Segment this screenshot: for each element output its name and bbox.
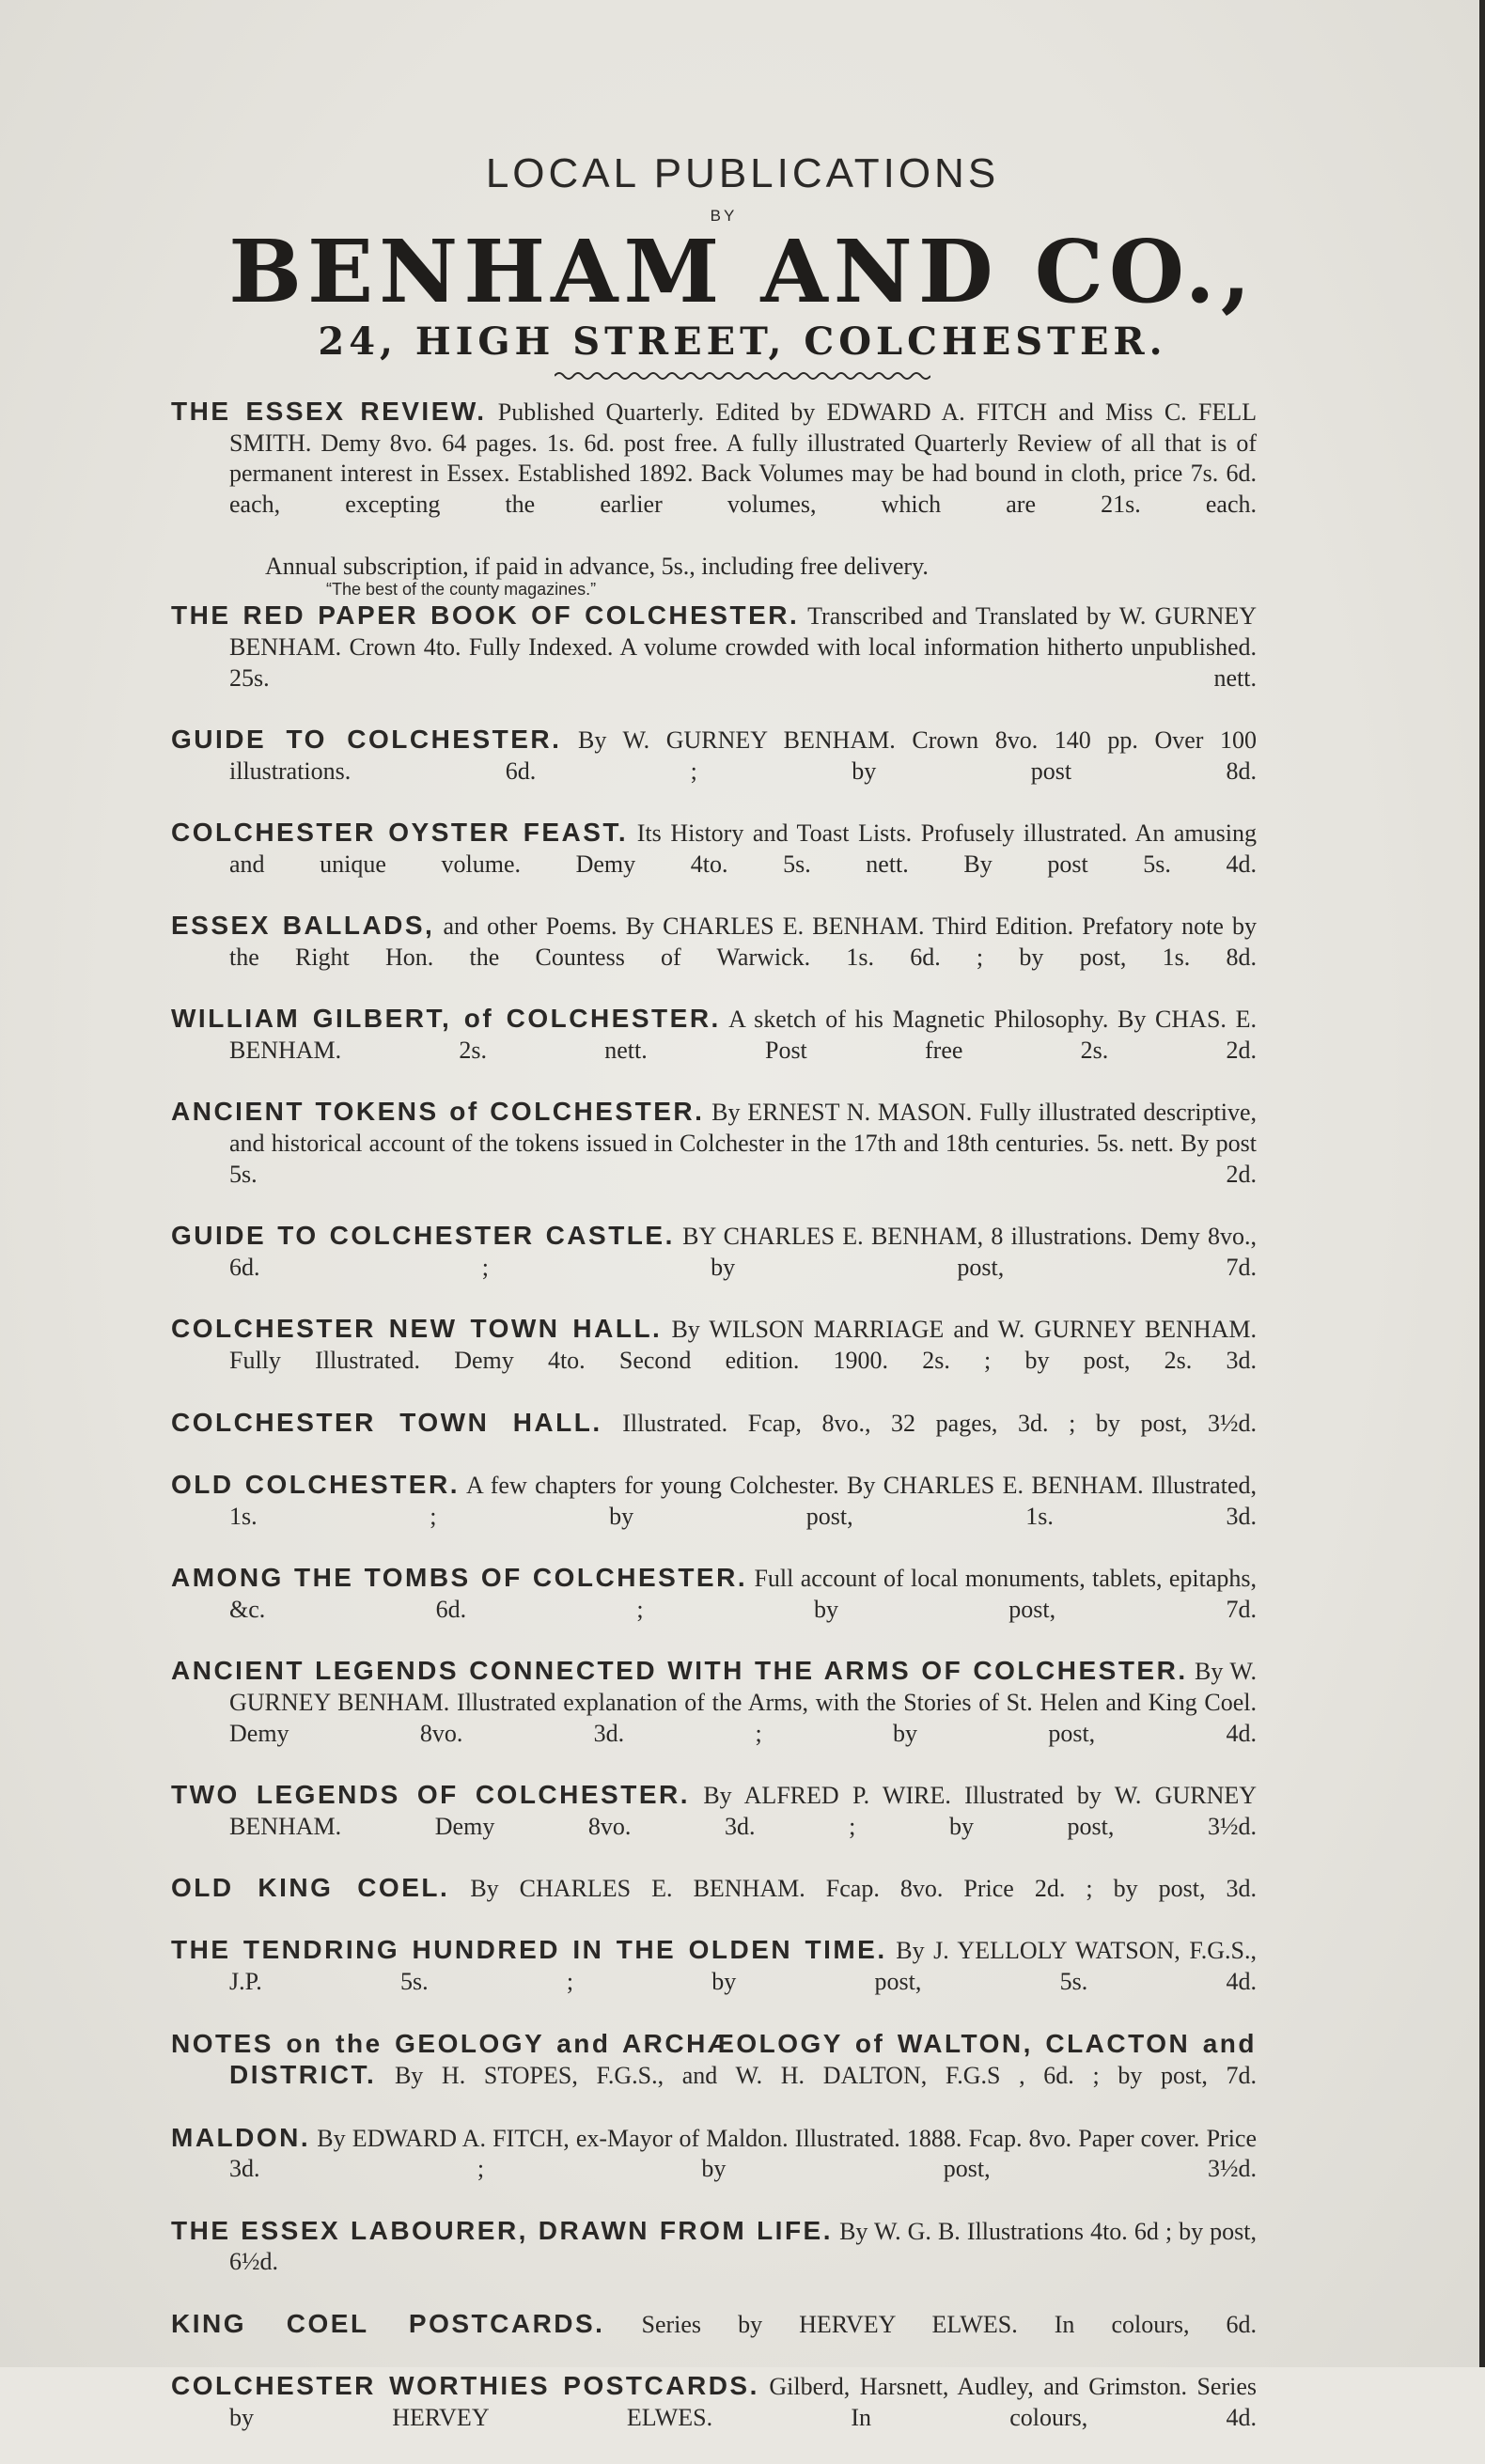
entry-title: COLCHESTER TOWN HALL. — [171, 1407, 602, 1437]
list-item — [171, 1408, 1257, 1470]
wavy-rule-ornament — [555, 368, 930, 383]
subscription-note: Annual subscription, if paid in advance, 5s., including free delivery. — [265, 552, 929, 580]
list-item — [171, 1563, 1257, 1656]
list-item — [171, 911, 1257, 1004]
list-item — [171, 1656, 1257, 1780]
list-item — [171, 1780, 1257, 1873]
entry-title: TWO LEGENDS OF COLCHESTER. — [171, 1779, 691, 1809]
entry-text: By W. G. B. Illustrations 4to. 6d ; by post, 6½d. — [229, 2217, 1257, 2276]
entry-title: GUIDE TO COLCHESTER. — [171, 725, 562, 755]
heading-local-publications: LOCAL PUBLICATIONS — [485, 150, 1000, 196]
entry-text: By CHARLES E. BENHAM. Fcap. 8vo. Price 2d. ; by post, 3d. — [470, 1875, 1257, 1903]
list-item — [171, 2216, 1257, 2309]
entry-text: By W. GURNEY BENHAM. Illustrated explanation of the Arms, with the Stories of St. Helen and King Coel. Demy 8vo. 3d. ; by post, 4d. — [229, 1658, 1258, 1747]
entry-text: A few chapters for young Colchester. By CHARLES E. BENHAM. Illustrated, 1s. ; by post, 1s. 3d. — [229, 1471, 1257, 1530]
list-item — [171, 1221, 1257, 1314]
entry-text: BY CHARLES E. BENHAM, 8 illustrations. Demy 8vo., 6d. ; by post, 7d. — [229, 1223, 1258, 1281]
list-item — [171, 2371, 1257, 2464]
entry-title: AMONG THE TOMBS OF COLCHESTER. — [171, 1563, 748, 1593]
list-item — [171, 1314, 1257, 1407]
list-item — [171, 2123, 1257, 2216]
entry-title: KING COEL POSTCARDS. — [171, 2308, 605, 2338]
publisher-address: 24, HIGH STREET, COLCHESTER. — [318, 320, 1167, 364]
entry-text: Its History and Toast Lists. Profusely illustrated. An amusing and unique volume. Demy 4to. 5s. nett. By post 5s. 4d. — [229, 819, 1257, 878]
entry-title: OLD KING COEL. — [171, 1873, 450, 1903]
entry-title: THE ESSEX REVIEW. — [171, 397, 487, 426]
list-item — [171, 1097, 1257, 1221]
entry-title: GUIDE TO COLCHESTER CASTLE. — [171, 1221, 675, 1251]
list-item — [171, 2309, 1257, 2371]
entry-text: A sketch of his Magnetic Philosophy. By CHAS. E. BENHAM. 2s. nett. Post free 2s. 2d. — [229, 1006, 1257, 1065]
list-item — [171, 600, 1257, 725]
entry-title: COLCHESTER NEW TOWN HALL. — [171, 1314, 663, 1344]
list-item — [171, 1004, 1257, 1097]
entry-title: OLD COLCHESTER. — [171, 1469, 460, 1499]
entry-text: By WILSON MARRIAGE and W. GURNEY BENHAM. Fully Illustrated. Demy 4to. Second edition. 1900. 2s. ; by post, 2s. 3d. — [229, 1316, 1257, 1375]
entry-title: THE RED PAPER BOOK OF COLCHESTER. — [171, 600, 800, 631]
list-item — [171, 397, 1257, 552]
list-item — [171, 1470, 1257, 1563]
publisher-name: BENHAM AND CO., — [228, 221, 1257, 322]
entry-text: By EDWARD A. FITCH, ex-Mayor of Maldon. Illustrated. 1888. Fcap. 8vo. Paper cover. Price 3d. ; by post, 3½d. — [229, 2124, 1257, 2183]
entry-text: and other Poems. By CHARLES E. BENHAM. Third Edition. Prefatory note by the Right Hon. the Countess of Warwick. 1s. 6d. ; by post, 1s. 8d. — [229, 912, 1257, 971]
entry-text: By J. YELLOLY WATSON, F.G.S., J.P. 5s. ; by post, 5s. 4d. — [229, 1937, 1258, 1996]
entry-text: By ERNEST N. MASON. Fully illustrated descriptive, and historical account of the tokens issued in Colchester in the 17th and 18th centuries. 5s. nett. By post 5s. 2d. — [229, 1099, 1258, 1188]
entry-title: ANCIENT LEGENDS CONNECTED WITH THE ARMS OF COLCHESTER. — [171, 1656, 1188, 1686]
entry-title: THE ESSEX LABOURER, DRAWN FROM LIFE. — [171, 2215, 834, 2245]
entry-text: By ALFRED P. WIRE. Illustrated by W. GURNEY BENHAM. Demy 8vo. 3d. ; by post, 3½d. — [229, 1781, 1258, 1840]
list-item — [171, 1873, 1257, 1935]
entry-text: By H. STOPES, F.G.S., and W. H. DALTON, F.G.S , 6d. ; by post, 7d. — [394, 2062, 1257, 2090]
entry-title: WILLIAM GILBERT, of COLCHESTER. — [171, 1004, 721, 1034]
entry-text: Published Quarterly. Edited by EDWARD A. FITCH and Miss C. FELL SMITH. Demy 8vo. 64 pages. 1s. 6d. post free. A fully illustrated Quarterly Review of all that is of permanent interest in Essex. Established 1892. Back Volumes may be had bound in cloth, price 7s. 6d. each, excepting the earlier volumes, which are 21s. each. — [229, 398, 1257, 519]
entry-text: By W. GURNEY BENHAM. Crown 8vo. 140 pp. Over 100 illustrations. 6d. ; by post 8d. — [229, 726, 1257, 785]
entry-title: NOTES on the GEOLOGY and ARCHÆOLOGY of WALTON, CLACTON and DISTRICT. — [171, 2028, 1257, 2090]
list-item — [171, 725, 1257, 818]
publication-list — [171, 397, 1257, 2464]
entry-title: COLCHESTER WORTHIES POSTCARDS. — [171, 2371, 759, 2401]
entry-text: Series by HERVEY ELWES. In colours, 6d. — [641, 2310, 1258, 2338]
entry-text: Illustrated. Fcap, 8vo., 32 pages, 3d. ; by post, 3½d. — [622, 1409, 1257, 1437]
heading-by: BY — [710, 207, 738, 225]
entry-title: ESSEX BALLADS, — [171, 911, 435, 941]
entry-title: COLCHESTER OYSTER FEAST. — [171, 818, 629, 848]
entry-title: MALDON. — [171, 2122, 311, 2152]
list-item — [171, 1935, 1257, 2028]
entry-text: Transcribed and Translated by W. GURNEY BENHAM. Crown 4to. Fully Indexed. A volume crowded with local information hitherto unpublished. 25s. nett. — [229, 602, 1258, 692]
entry-text: Gilberd, Harsnett, Audley, and Grimston. Series by HERVEY ELWES. In colours, 4d. — [229, 2373, 1257, 2431]
list-item — [171, 2029, 1257, 2123]
review-quote: “The best of the county magazines.” — [326, 580, 597, 600]
entry-text: Full account of local monuments, tablets, epitaphs, &c. 6d. ; by post, 7d. — [229, 1565, 1257, 1623]
entry-title: ANCIENT TOKENS of COLCHESTER. — [171, 1097, 705, 1127]
entry-title: THE TENDRING HUNDRED IN THE OLDEN TIME. — [171, 1935, 887, 1965]
list-item — [171, 818, 1257, 911]
